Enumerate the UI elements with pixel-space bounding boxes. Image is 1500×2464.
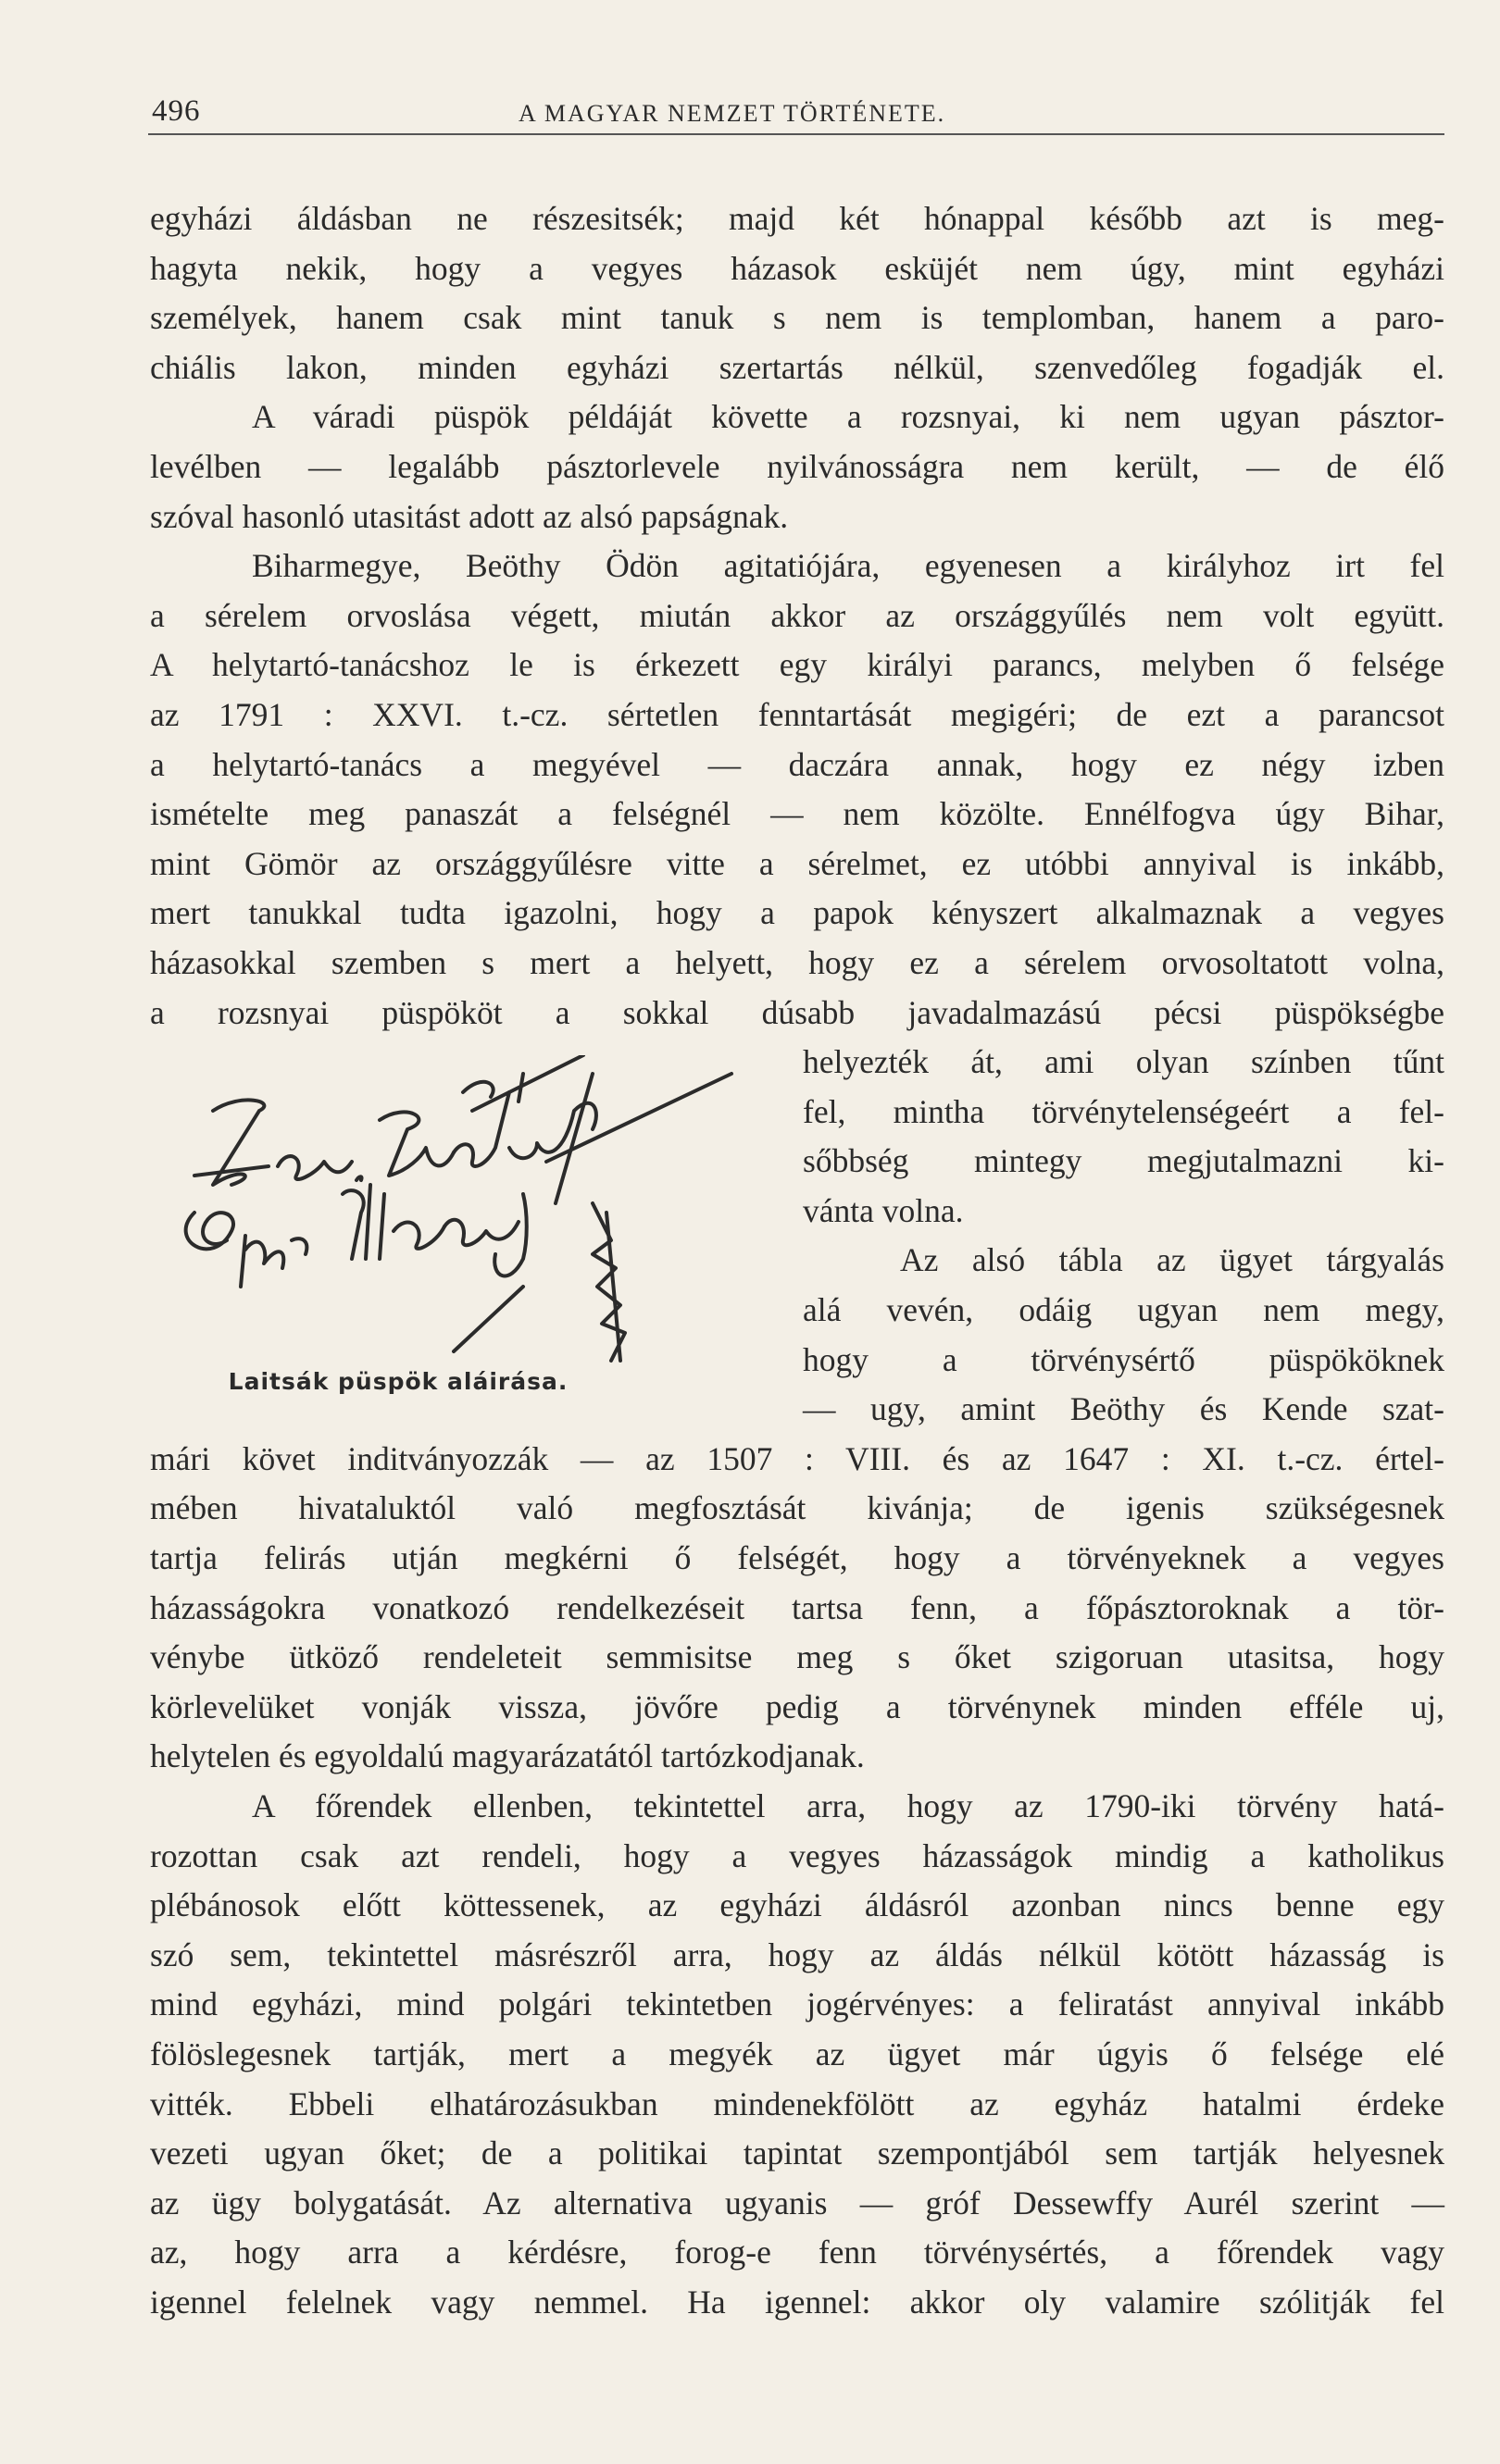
text-line: ismételte meg panaszát a felségnél — nem közölte. Ennélfogva úgy Bihar, [150, 795, 1444, 833]
text-line: plébánosok előtt köttessenek, az egyházi áldásról azonban nincs benne egy [150, 1886, 1444, 1924]
text-line: A helytartó-tanácshoz le is érkezett egy királyi parancs, melyben ő felsége [150, 646, 1444, 684]
text-line: hagyta nekik, hogy a vegyes házasok esküjét nem úgy, mint egyházi [150, 249, 1444, 287]
page-header [148, 93, 1444, 135]
text-line: A váradi püspök példáját követte a rozsnyai, ki nem ugyan pásztor- [252, 398, 1444, 436]
text-line: helytelen és egyoldalú magyarázatától tartózkodjanak. [150, 1737, 865, 1775]
text-line: mében hivataluktól való megfosztását kivánja; de igenis szükségesnek [150, 1489, 1444, 1527]
text-line: mint Gömör az országgyűlésre vitte a sérelmet, ez utóbbi annyival is inkább, [150, 844, 1444, 882]
text-line: helyezték át, ami olyan színben tűnt [803, 1043, 1444, 1081]
text-line: A főrendek ellenben, tekintettel arra, hogy az 1790-iki törvény hatá- [252, 1787, 1444, 1824]
text-line: a helytartó-tanács a megyével — daczára annak, hogy ez négy izben [150, 745, 1444, 783]
signature-figure [157, 1055, 750, 1407]
text-line: hogy a törvénysértő püspököknek [803, 1340, 1444, 1378]
signature-image [157, 1055, 750, 1370]
text-line: mert tanukkal tudta igazolni, hogy a papok kényszert alkalmaznak a vegyes [150, 894, 1444, 932]
text-line: sőbbség mintegy megjutalmazni ki- [803, 1142, 1444, 1180]
text-line: fel, mintha törvénytelenségeért a fel- [803, 1092, 1444, 1130]
text-line: személyek, hanem csak mint tanuk s nem is templomban, hanem a paro- [150, 299, 1444, 337]
text-line: vezeti ugyan őket; de a politikai tapintat szempontjából sem tartják helyesnek [150, 2134, 1444, 2172]
text-line: mind egyházi, mind polgári tekintetben jogérvényes: a feliratást annyival inkább [150, 1985, 1444, 2023]
figure-caption: Laitsák püspök aláirása. [228, 1368, 569, 1395]
text-line: a sérelem orvoslása végett, miután akkor az országgyűlés nem volt együtt. [150, 596, 1444, 634]
text-line: szó sem, tekintettel másrészről arra, hogy az áldás nélkül kötött házasság is [150, 1935, 1444, 1973]
text-line: tartja felirás utján megkérni ő felségét, hogy a törvényeknek a vegyes [150, 1539, 1444, 1577]
text-line: körlevelüket vonják vissza, jövőre pedig a törvénynek minden efféle uj, [150, 1687, 1444, 1725]
text-line: házasságokra vonatkozó rendelkezéseit tartsa fenn, a főpásztoroknak a tör- [150, 1588, 1444, 1626]
text-line: az 1791 : XXVI. t.-cz. sértetlen fenntartását megigéri; de ezt a parancsot [150, 695, 1444, 733]
text-line: szóval hasonló utasitást adott az alsó papságnak. [150, 497, 789, 535]
text-line: Az alsó tábla az ügyet tárgyalás [900, 1241, 1444, 1279]
text-line: vitték. Ebbeli elhatározásukban mindenekfölött az egyház hatalmi érdeke [150, 2084, 1444, 2122]
text-line: az, hogy arra a kérdésre, forog-e fenn törvénysértés, a főrendek vagy [150, 2234, 1444, 2271]
text-line: — ugy, amint Beöthy és Kende szat- [803, 1390, 1444, 1428]
text-line: egyházi áldásban ne részesitsék; majd két hónappal később azt is meg- [150, 200, 1444, 237]
text-line: fölöslegesnek tartják, mert a megyék az ügyet már úgyis ő felsége elé [150, 2035, 1444, 2072]
text-line: vánta volna. [803, 1191, 964, 1229]
text-line: igennel felelnek vagy nemmel. Ha igennel: akkor oly valamire szólitják fel [150, 2283, 1444, 2321]
page-number: 496 [152, 94, 201, 128]
text-line: az ügy bolygatását. Az alternativa ugyanis — gróf Dessewffy Aurél szerint — [150, 2184, 1444, 2221]
text-line: levélben — legalább pásztorlevele nyilvánosságra nem került, — de élő [150, 447, 1444, 485]
text-line: chiális lakon, minden egyházi szertartás nélkül, szenvedőleg fogadják el. [150, 348, 1444, 386]
text-line: Biharmegye, Beöthy Ödön agitatiójára, egyenesen a királyhoz irt fel [252, 547, 1444, 585]
running-title: A MAGYAR NEMZET TÖRTÉNETE. [519, 100, 946, 127]
text-line: vénybe ütköző rendeleteit semmisitse meg s őket szigoruan utasitsa, hogy [150, 1638, 1444, 1676]
text-line: rozottan csak azt rendeli, hogy a vegyes házasságok mindig a katholikus [150, 1836, 1444, 1874]
text-line: házasokkal szemben s mert a helyett, hogy ez a sérelem orvosoltatott volna, [150, 943, 1444, 981]
text-line: alá vevén, odáig ugyan nem megy, [803, 1291, 1444, 1329]
text-line: mári követ inditványozzák — az 1507 : VIII. és az 1647 : XI. t.-cz. értel- [150, 1439, 1444, 1477]
text-line: a rozsnyai püspököt a sokkal dúsabb javadalmazású pécsi püspökségbe [150, 993, 1444, 1031]
